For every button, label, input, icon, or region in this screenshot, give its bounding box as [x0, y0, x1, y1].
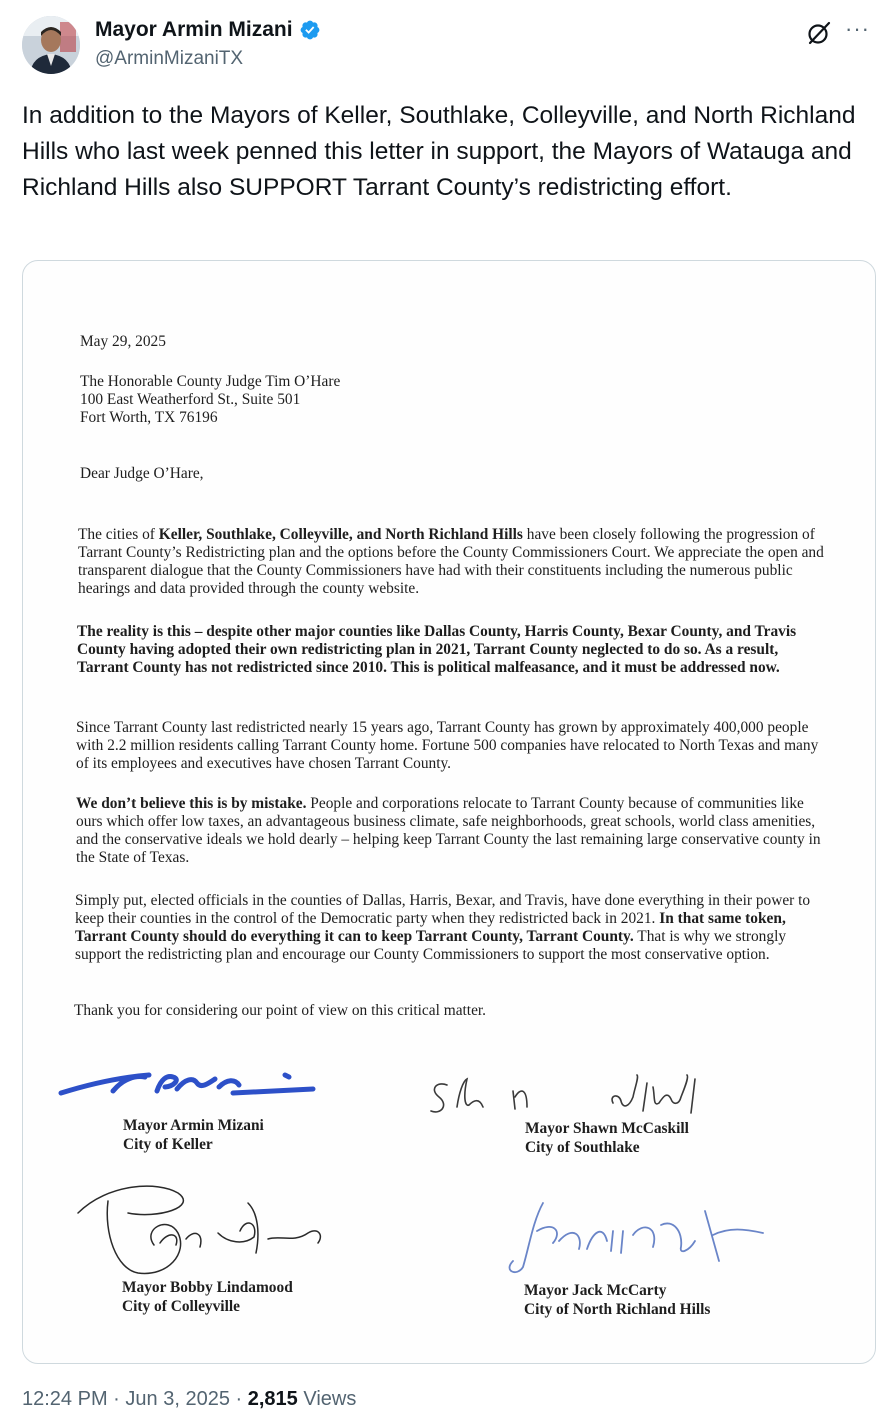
p1-post: have been closely following the progression of Tarrant County’s Redistricting plan and the options before the County Commissioners Court. We appreciate the open and transparent dialogue that the County Commissioners have had with their constituents including the numerous public hearings and data provided through the county website.	[78, 526, 824, 597]
p1-pre: The cities of	[78, 526, 159, 543]
signer-city: City of Southlake	[525, 1139, 640, 1156]
signer-name: Mayor Armin Mizani	[123, 1117, 264, 1134]
address-line-3: Fort Worth, TX 76196	[80, 409, 218, 426]
letter-paragraph-1	[78, 526, 830, 598]
p5-post: That is why we strongly support the redistricting plan and encourage our County Commissioners to support the most conservative option.	[75, 928, 787, 963]
tweet-date: Jun 3, 2025	[125, 1388, 230, 1410]
letter-paragraph-3: Since Tarrant County last redistricted nearly 15 years ago, Tarrant County has grown by approximately 400,000 people with 2.2 million residents calling Tarrant County home. Fortune 500 companies have relocated to North Texas and many of its employees and executives have chosen Tarrant County.	[76, 719, 819, 772]
letter-paragraph-4	[76, 795, 830, 867]
signer-block-4	[524, 1281, 710, 1319]
signer-name: Mayor Jack McCarty	[524, 1282, 667, 1299]
signer-block-3	[122, 1278, 293, 1316]
signer-name: Mayor Bobby Lindamood	[122, 1279, 293, 1296]
verified-badge-icon	[299, 19, 321, 41]
p1-cities: Keller, Southlake, Colleyville, and North Richland Hills	[158, 526, 523, 543]
author-avatar[interactable]	[22, 16, 80, 74]
signature-mizani	[53, 1061, 323, 1111]
grok-icon[interactable]	[806, 20, 832, 46]
signer-city: City of Colleyville	[122, 1298, 240, 1315]
letter-closing: Thank you for considering our point of view on this critical matter.	[74, 1002, 487, 1019]
p4-lead: We don’t believe this is by mistake.	[76, 795, 307, 812]
signature-mccaskill	[423, 1067, 753, 1127]
attached-letter-image[interactable]	[22, 260, 876, 1364]
signer-block-2	[525, 1119, 689, 1157]
address-line-2: 100 East Weatherford St., Suite 501	[80, 391, 301, 408]
author-name-row	[95, 18, 321, 42]
signer-block-1	[123, 1116, 264, 1154]
signature-lindamood	[68, 1173, 338, 1283]
author-handle[interactable]: @ArminMizaniTX	[95, 48, 244, 69]
signer-name: Mayor Shawn McCaskill	[525, 1120, 689, 1137]
letter-paragraph-2: The reality is this – despite other major counties like Dallas County, Harris County, Bexar County, and Travis County having adopted their own redistricting plan in 2021, Tarrant County neglected to do so. As a result, Tarrant County has not redistricted since 2010. This is political malfeasance, and it must be addressed now.	[77, 623, 797, 676]
p5-pre: Simply put, elected officials in the counties of Dallas, Harris, Bexar, and Travis, have done everything in their power to keep their counties in the control of the Democratic party when they redistricted back in 2021.	[75, 892, 811, 927]
views-count: 2,815	[247, 1388, 298, 1410]
letter-date: May 29, 2025	[80, 333, 166, 350]
more-options-icon[interactable]: ···	[845, 16, 870, 41]
meta-separator: ·	[113, 1388, 120, 1410]
tweet-meta	[22, 1388, 356, 1411]
p4-rest: People and corporations relocate to Tarrant County because of communities like ours which offer low taxes, an advantageous business climate, safe neighborhoods, great schools, world class amenities, and the conservative ideals we hold dearly – helping keep Tarrant County the last remaining large conservative county in the State of Texas.	[76, 795, 821, 866]
signer-city: City of Keller	[123, 1136, 213, 1153]
views-label: Views	[303, 1388, 357, 1410]
letter-paragraph-5	[75, 892, 830, 964]
signer-city: City of North Richland Hills	[524, 1301, 711, 1318]
meta-separator: ·	[235, 1388, 243, 1410]
tweet-time: 12:24 PM	[22, 1388, 108, 1410]
signature-mccarty	[483, 1191, 773, 1281]
tweet-text: In addition to the Mayors of Keller, Southlake, Colleyville, and North Richland Hills who last week penned this letter in support, the Mayors of Watauga and Richland Hills also SUPPORT Tarrant County’s redistricting effort.	[22, 102, 856, 201]
avatar-image	[22, 16, 80, 74]
tweet-timestamp-link[interactable]	[22, 1388, 230, 1410]
p5-bold: In that same token, Tarrant County should do everything it can to keep Tarrant County, Tarrant County.	[75, 910, 786, 945]
address-line-1: The Honorable County Judge Tim O’Hare	[80, 373, 341, 390]
letter-salutation: Dear Judge O’Hare,	[80, 465, 204, 482]
author-display-name[interactable]: Mayor Armin Mizani	[95, 18, 293, 41]
